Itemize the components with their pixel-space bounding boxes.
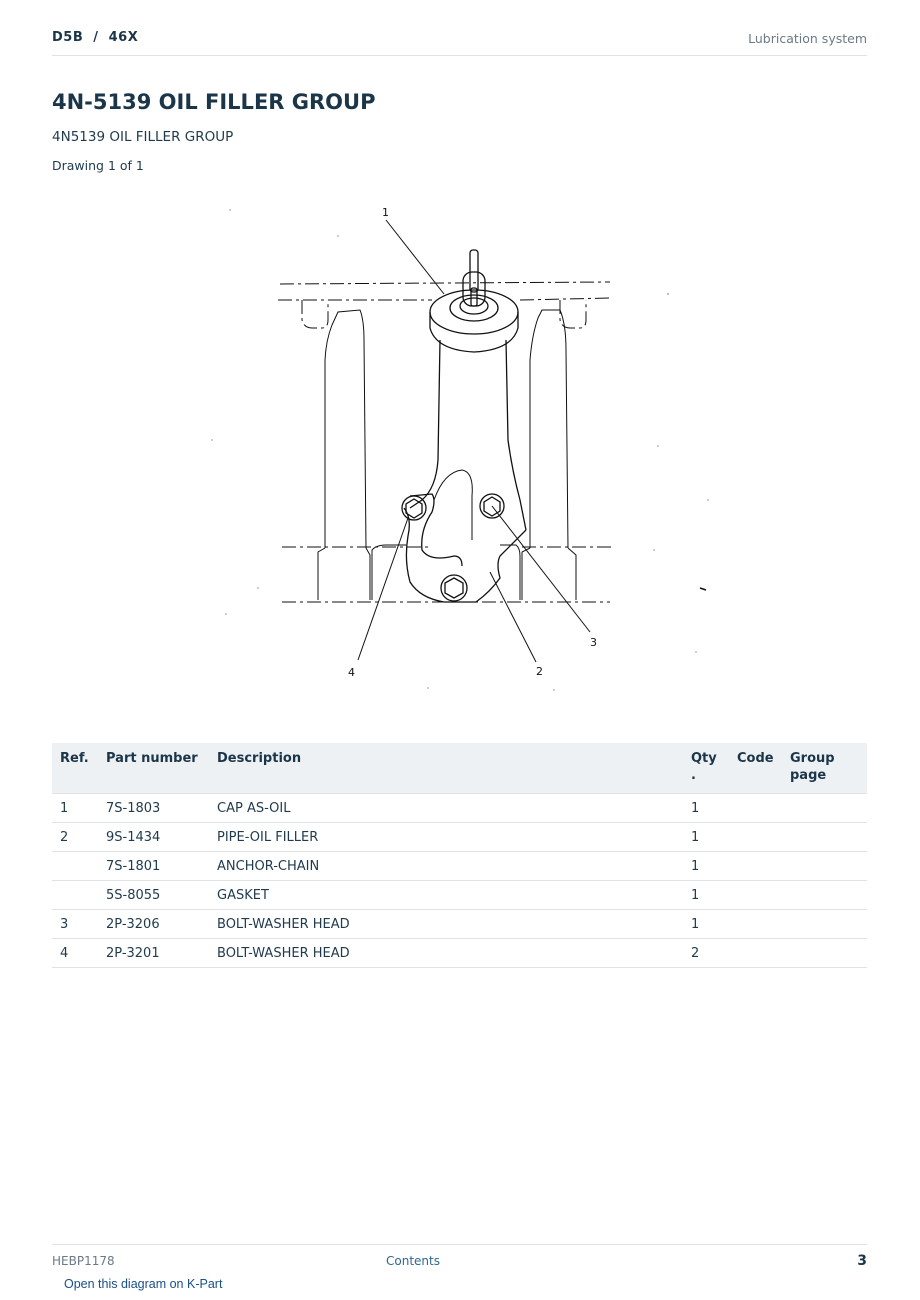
cell-code bbox=[729, 881, 782, 910]
table-row bbox=[52, 823, 867, 852]
model-label: D5B / 46X bbox=[52, 30, 139, 45]
cell-qty: 2 bbox=[683, 939, 729, 968]
cell-ref: 1 bbox=[52, 794, 98, 823]
page-number: 3 bbox=[857, 1253, 867, 1269]
table-row bbox=[52, 910, 867, 939]
callout-2[interactable]: 2 bbox=[536, 665, 543, 678]
page-subtitle: 4N5139 OIL FILLER GROUP bbox=[52, 129, 234, 145]
cell-group-page bbox=[782, 881, 867, 910]
cell-description: BOLT-WASHER HEAD bbox=[209, 910, 683, 939]
cell-description: BOLT-WASHER HEAD bbox=[209, 939, 683, 968]
header-qty: Qty . bbox=[683, 743, 729, 794]
cell-qty: 1 bbox=[683, 823, 729, 852]
cell-group-page bbox=[782, 794, 867, 823]
cell-part-number[interactable]: 7S-1803 bbox=[98, 794, 209, 823]
cell-group-page bbox=[782, 939, 867, 968]
cell-code bbox=[729, 852, 782, 881]
table-row bbox=[52, 939, 867, 968]
document-number: HEBP1178 bbox=[52, 1254, 115, 1268]
callout-1[interactable]: 1 bbox=[382, 206, 389, 219]
drawing-count: Drawing 1 of 1 bbox=[52, 158, 144, 173]
cell-qty: 1 bbox=[683, 794, 729, 823]
cell-ref: 4 bbox=[52, 939, 98, 968]
cell-code bbox=[729, 794, 782, 823]
cell-group-page bbox=[782, 823, 867, 852]
cell-code bbox=[729, 823, 782, 852]
cell-qty: 1 bbox=[683, 881, 729, 910]
header-description: Description bbox=[209, 743, 683, 794]
cell-part-number[interactable]: 7S-1801 bbox=[98, 852, 209, 881]
table-row bbox=[52, 794, 867, 823]
header-code: Code bbox=[729, 743, 782, 794]
cell-ref bbox=[52, 881, 98, 910]
header-part-number: Part number bbox=[98, 743, 209, 794]
cell-part-number[interactable]: 2P-3201 bbox=[98, 939, 209, 968]
parts-table bbox=[52, 743, 867, 968]
cell-part-number[interactable]: 2P-3206 bbox=[98, 910, 209, 939]
header-group-page: Group page bbox=[782, 743, 867, 794]
cell-description: ANCHOR-CHAIN bbox=[209, 852, 683, 881]
cell-description: GASKET bbox=[209, 881, 683, 910]
oil-filler-drawing bbox=[200, 200, 720, 700]
cell-code bbox=[729, 939, 782, 968]
cell-ref: 2 bbox=[52, 823, 98, 852]
section-label: Lubrication system bbox=[748, 31, 867, 46]
cell-group-page bbox=[782, 910, 867, 939]
contents-link[interactable]: Contents bbox=[386, 1254, 440, 1268]
cell-qty: 1 bbox=[683, 910, 729, 939]
cell-description: CAP AS-OIL bbox=[209, 794, 683, 823]
table-row bbox=[52, 881, 867, 910]
callout-3[interactable]: 3 bbox=[590, 636, 597, 649]
cell-ref bbox=[52, 852, 98, 881]
page-header bbox=[52, 28, 867, 56]
cell-qty: 1 bbox=[683, 852, 729, 881]
page-title: 4N-5139 OIL FILLER GROUP bbox=[52, 90, 376, 114]
cell-ref: 3 bbox=[52, 910, 98, 939]
cell-part-number[interactable]: 5S-8055 bbox=[98, 881, 209, 910]
cell-group-page bbox=[782, 852, 867, 881]
parts-diagram bbox=[200, 200, 720, 700]
header-ref: Ref. bbox=[52, 743, 98, 794]
cell-part-number[interactable]: 9S-1434 bbox=[98, 823, 209, 852]
callout-4[interactable]: 4 bbox=[348, 666, 355, 679]
open-kpart-link[interactable]: Open this diagram on K-Part bbox=[64, 1277, 223, 1291]
table-header-row bbox=[52, 743, 867, 794]
page-footer bbox=[52, 1244, 867, 1274]
cell-description: PIPE-OIL FILLER bbox=[209, 823, 683, 852]
cell-code bbox=[729, 910, 782, 939]
table-row bbox=[52, 852, 867, 881]
